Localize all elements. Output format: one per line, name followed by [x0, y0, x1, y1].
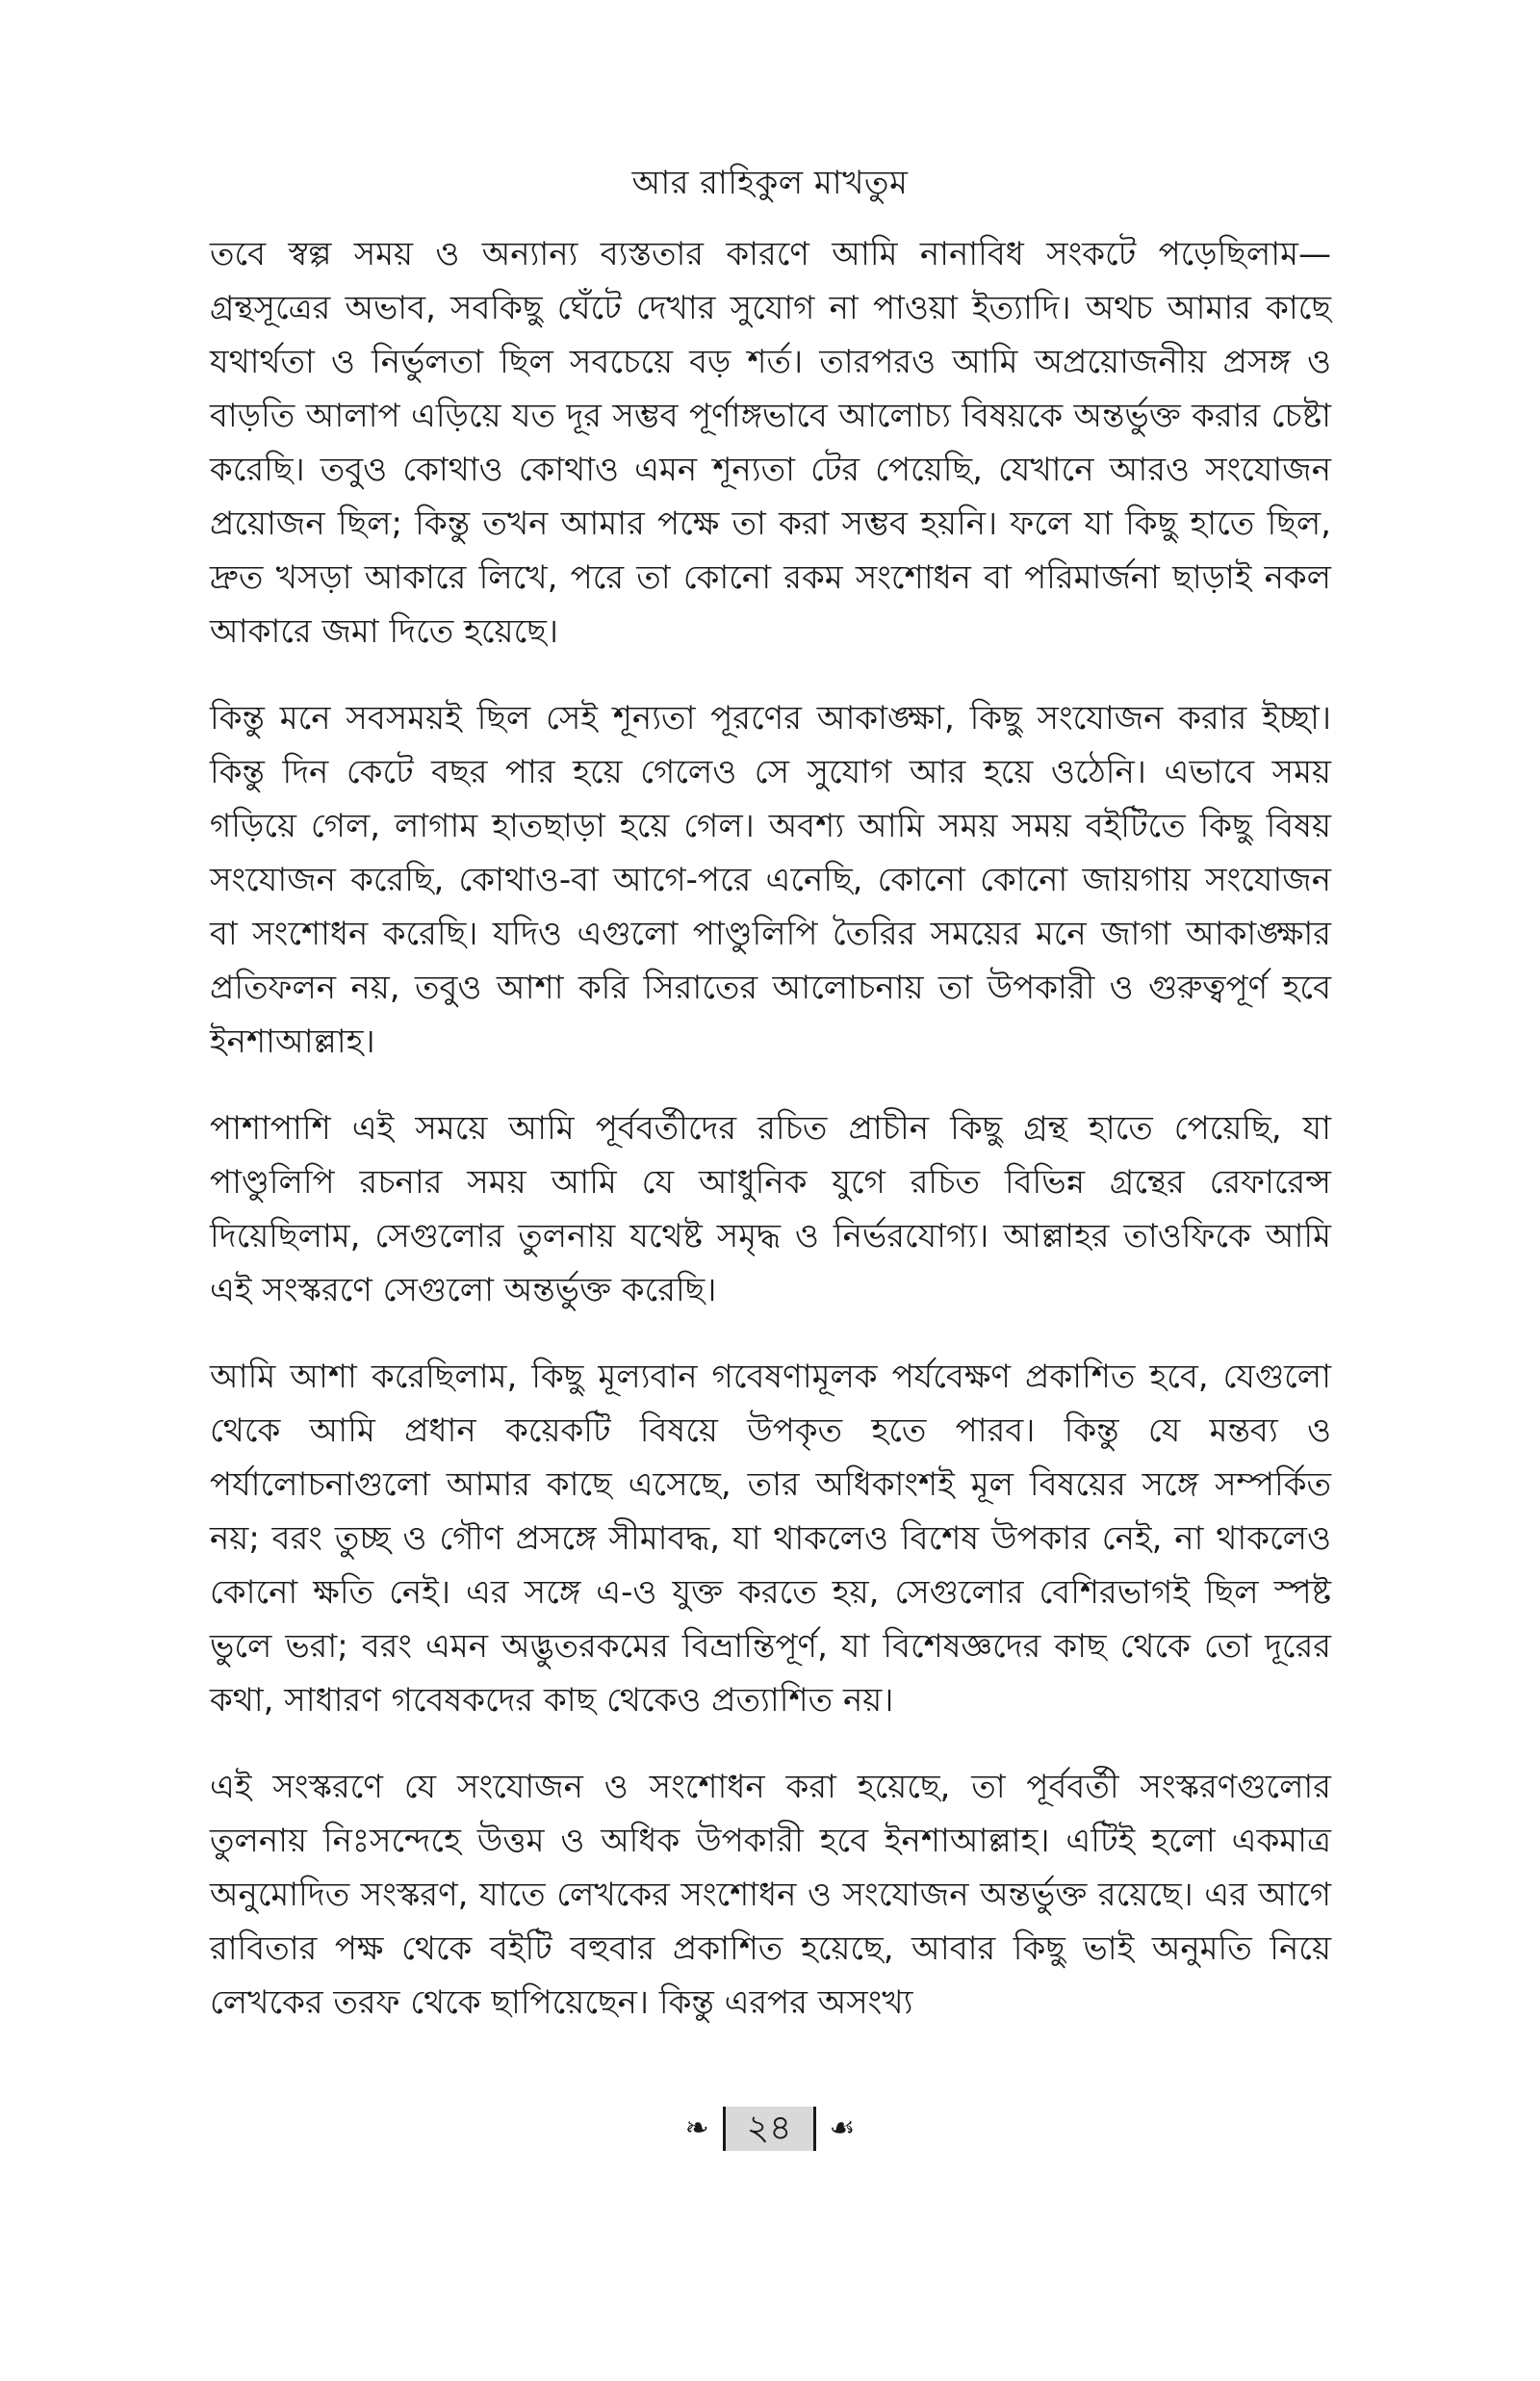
page-number-footer [0, 2107, 1540, 2151]
paragraph-4: আমি আশা করেছিলাম, কিছু মূল্যবান গবেষণামূলক পর্যবেক্ষণ প্রকাশিত হবে, যেগুলো থেকে আমি প্রধান কয়েকটি বিষয়ে উপকৃত হতে পারব। কিন্তু যে মন্তব্য ও পর্যালোচনাগুলো আমার কাছে এসেছে, তার অধিকাংশই মূল বিষয়ের সঙ্গে সম্পর্কিত নয়; বরং তুচ্ছ ও গৌণ প্রসঙ্গে সীমাবদ্ধ, যা থাকলেও বিশেষ উপকার নেই, না থাকলেও কোনো ক্ষতি নেই। এর সঙ্গে এ-ও যুক্ত করতে হয়, সেগুলোর বেশিরভাগই ছিল স্পষ্ট ভুলে ভরা; বরং এমন অদ্ভুতরকমের বিভ্রান্তিপূর্ণ, যা বিশেষজ্ঞদের কাছ থেকে তো দূরের কথা, সাধারণ গবেষকদের কাছ থেকেও প্রত্যাশিত নয়। [210, 1358, 1331, 1720]
paragraph-3: পাশাপাশি এই সময়ে আমি পূর্ববর্তীদের রচিত প্রাচীন কিছু গ্রন্থ হাতে পেয়েছি, যা পাণ্ডুলিপি রচনার সময় আমি যে আধুনিক যুগে রচিত বিভিন্ন গ্রন্থের রেফারেন্স দিয়েছিলাম, সেগুলোর তুলনায় যথেষ্ট সমৃদ্ধ ও নির্ভরযোগ্য। আল্লাহর তাওফিকে আমি এই সংস্করণে সেগুলো অন্তর্ভুক্ত করেছি। [210, 1109, 1331, 1309]
paragraph-5: এই সংস্করণে যে সংযোজন ও সংশোধন করা হয়েছে, তা পূর্ববর্তী সংস্করণগুলোর তুলনায় নিঃসন্দেহে উত্তম ও অধিক উপকারী হবে ইনশাআল্লাহ। এটিই হলো একমাত্র অনুমোদিত সংস্করণ, যাতে লেখকের সংশোধন ও সংযোজন অন্তর্ভুক্ত রয়েছে। এর আগে রাবিতার পক্ষ থেকে বইটি বহুবার প্রকাশিত হয়েছে, আবার কিছু ভাই অনুমতি নিয়ে লেখকের তরফ থেকে ছাপিয়েছেন। কিন্তু এরপর অসংখ্য [210, 1768, 1331, 2022]
paragraph-1: তবে স্বল্প সময় ও অন্যান্য ব্যস্ততার কারণে আমি নানাবিধ সংকটে পড়েছিলাম—গ্রন্থসূত্রের অভাব, সবকিছু ঘেঁটে দেখার সুযোগ না পাওয়া ইত্যাদি। অথচ আমার কাছে যথার্থতা ও নির্ভুলতা ছিল সবচেয়ে বড় শর্ত। তারপরও আমি অপ্রয়োজনীয় প্রসঙ্গ ও বাড়তি আলাপ এড়িয়ে যত দূর সম্ভব পূর্ণাঙ্গভাবে আলোচ্য বিষয়কে অন্তর্ভুক্ত করার চেষ্টা করেছি। তবুও কোথাও কোথাও এমন শূন্যতা টের পেয়েছি, যেখানে আরও সংযোজন প্রয়োজন ছিল; কিন্তু তখন আমার পক্ষে তা করা সম্ভব হয়নি। ফলে যা কিছু হাতে ছিল, দ্রুত খসড়া আকারে লিখে, পরে তা কোনো রকম সংশোধন বা পরিমার্জনা ছাড়াই নকল আকারে জমা দিতে হয়েছে। [210, 235, 1331, 651]
left-ornament-icon: ❧ [684, 2111, 709, 2145]
paragraph-2: কিন্তু মনে সবসময়ই ছিল সেই শূন্যতা পূরণের আকাঙ্ক্ষা, কিছু সংযোজন করার ইচ্ছা। কিন্তু দিন কেটে বছর পার হয়ে গেলেও সে সুযোগ আর হয়ে ওঠেনি। এভাবে সময় গড়িয়ে গেল, লাগাম হাতছাড়া হয়ে গেল। অবশ্য আমি সময় সময় বইটিতে কিছু বিষয় সংযোজন করেছি, কোথাও-বা আগে-পরে এনেছি, কোনো কোনো জায়গায় সংযোজন বা সংশোধন করেছি। যদিও এগুলো পাণ্ডুলিপি তৈরির সময়ের মনে জাগা আকাঙ্ক্ষার প্রতিফলন নয়, তবুও আশা করি সিরাতের আলোচনায় তা উপকারী ও গুরুত্বপূর্ণ হবে ইনশাআল্লাহ। [210, 699, 1331, 1061]
running-head-title: আর রাহিকুল মাখতুম [631, 164, 909, 202]
right-ornament-icon: ☙ [829, 2111, 856, 2145]
page-number: ২৪ [723, 2107, 816, 2151]
body-text [210, 227, 1331, 2062]
